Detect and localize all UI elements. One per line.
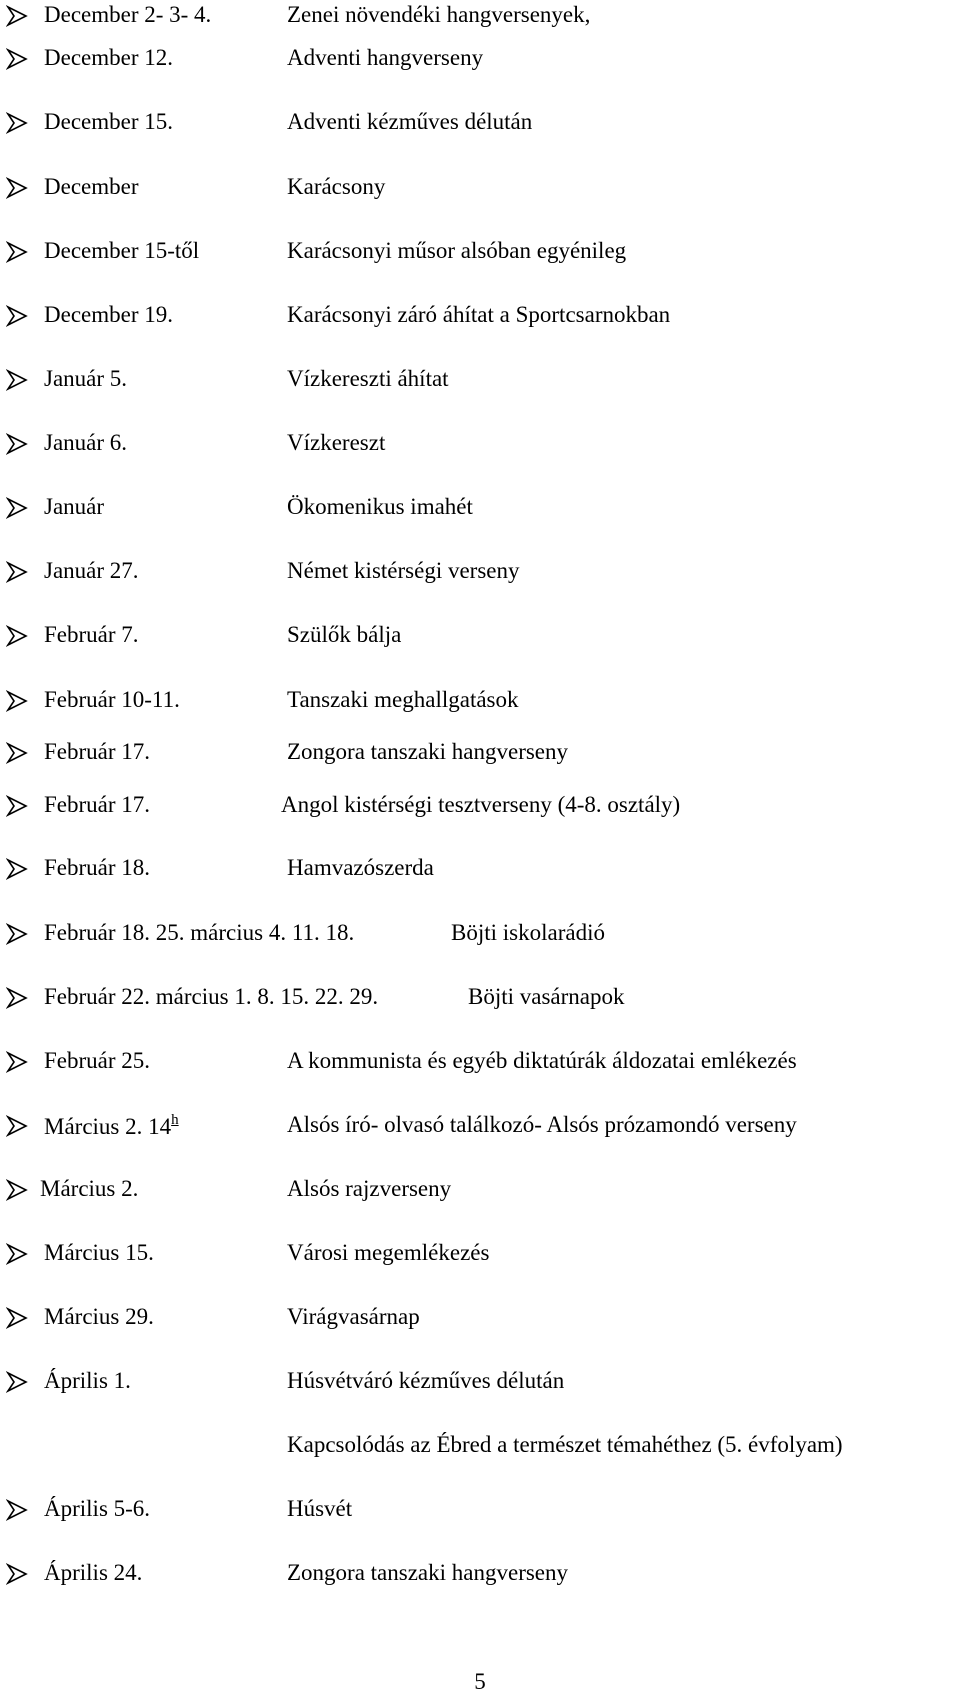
list-item — [0, 737, 960, 769]
list-item — [0, 1174, 960, 1206]
arrowhead-bullet-icon — [6, 923, 28, 945]
entry-event: Vízkereszt — [287, 430, 386, 455]
list-item — [0, 107, 960, 139]
entry-event: Húsvétváró kézműves délután — [287, 1368, 565, 1393]
entry-date-superscript: h — [171, 1112, 179, 1128]
arrowhead-bullet-icon — [6, 1307, 28, 1329]
entry-date — [44, 1113, 179, 1138]
arrowhead-bullet-icon — [6, 858, 28, 880]
entry-event: Zenei növendéki hangversenyek, — [287, 2, 591, 27]
entry-event: Hamvazószerda — [287, 855, 434, 880]
entry-event: Angol kistérségi tesztverseny (4-8. osztály) — [281, 792, 681, 817]
entry-date: Január 6. — [44, 430, 128, 455]
list-item — [0, 1110, 960, 1142]
entry-event: Virágvasárnap — [287, 1304, 420, 1329]
arrowhead-bullet-icon — [6, 561, 28, 583]
entry-date: Április 1. — [44, 1368, 131, 1393]
list-item — [0, 556, 960, 588]
entry-event: Karácsony — [287, 174, 386, 199]
list-item — [0, 1366, 960, 1398]
entry-date: Február 18. — [44, 855, 151, 880]
entry-event: Húsvét — [287, 1496, 353, 1521]
arrowhead-bullet-icon — [6, 1563, 28, 1585]
arrowhead-bullet-icon — [6, 795, 28, 817]
list-item — [0, 853, 960, 885]
entry-event: Böjti iskolarádió — [451, 920, 605, 945]
entry-date: December 2- 3- 4. — [44, 2, 212, 27]
entry-date: Február 18. 25. március 4. 11. 18. — [44, 920, 355, 945]
entry-date: Február 17. — [44, 792, 151, 817]
arrowhead-bullet-icon — [6, 625, 28, 647]
list-item — [0, 364, 960, 396]
entry-event: Ökomenikus imahét — [287, 494, 473, 519]
entry-date: Január — [44, 494, 105, 519]
entry-date: Február 17. — [44, 739, 151, 764]
list-item — [0, 428, 960, 460]
list-item — [0, 918, 960, 950]
entry-date: Február 10-11. — [44, 687, 180, 712]
list-item — [0, 790, 960, 822]
entry-event: Adventi kézműves délután — [287, 109, 533, 134]
arrowhead-bullet-icon — [6, 369, 28, 391]
arrowhead-bullet-icon — [6, 112, 28, 134]
entry-date: December 15. — [44, 109, 173, 134]
arrowhead-bullet-icon — [6, 305, 28, 327]
entry-event: Böjti vasárnapok — [468, 984, 625, 1009]
list-item — [0, 43, 960, 75]
arrowhead-bullet-icon — [6, 1115, 28, 1137]
entry-event: Kapcsolódás az Ébred a természet témahéthez (5. évfolyam) — [287, 1432, 843, 1457]
entry-date: Január 27. — [44, 558, 139, 583]
entry-event: Szülők bálja — [287, 622, 402, 647]
entry-date: Január 5. — [44, 366, 128, 391]
entry-event: Karácsonyi műsor alsóban egyénileg — [287, 238, 627, 263]
entry-event: A kommunista és egyéb diktatúrák áldozatai emlékezés — [287, 1048, 797, 1073]
entry-date: December 19. — [44, 302, 173, 327]
list-item — [0, 0, 960, 32]
entry-date-text: Március 2. 14 — [44, 1114, 172, 1139]
list-item — [0, 620, 960, 652]
arrowhead-bullet-icon — [6, 1499, 28, 1521]
list-item — [0, 982, 960, 1014]
list-item — [0, 492, 960, 524]
arrowhead-bullet-icon — [6, 987, 28, 1009]
entry-date: Február 22. március 1. 8. 15. 22. 29. — [44, 984, 379, 1009]
list-item — [0, 685, 960, 717]
list-item — [0, 1494, 960, 1526]
entry-date: Március 2. — [40, 1176, 139, 1201]
entry-date: December 12. — [44, 45, 173, 70]
arrowhead-bullet-icon — [6, 742, 28, 764]
list-item — [0, 1046, 960, 1078]
arrowhead-bullet-icon — [6, 5, 28, 27]
list-item — [0, 1302, 960, 1334]
list-item — [0, 1558, 960, 1590]
arrowhead-bullet-icon — [6, 1371, 28, 1393]
list-item — [0, 1238, 960, 1270]
entry-event: Zongora tanszaki hangverseny — [287, 1560, 569, 1585]
entry-event: Vízkereszti áhítat — [287, 366, 449, 391]
entry-date: Március 29. — [44, 1304, 154, 1329]
list-item — [0, 1430, 960, 1462]
entry-event: Alsós rajzverseny — [287, 1176, 452, 1201]
entry-event: Német kistérségi verseny — [287, 558, 520, 583]
list-item — [0, 236, 960, 268]
arrowhead-bullet-icon — [6, 497, 28, 519]
entry-date: December — [44, 174, 139, 199]
entry-date: Április 5-6. — [44, 1496, 151, 1521]
page-number: 5 — [474, 1669, 486, 1694]
entry-date: Március 15. — [44, 1240, 154, 1265]
list-item — [0, 300, 960, 332]
list-item — [0, 172, 960, 204]
arrowhead-bullet-icon — [6, 241, 28, 263]
arrowhead-bullet-icon — [6, 433, 28, 455]
entry-event: Alsós író- olvasó találkozó- Alsós prózamondó verseny — [287, 1112, 797, 1137]
arrowhead-bullet-icon — [6, 48, 28, 70]
arrowhead-bullet-icon — [6, 690, 28, 712]
entry-event: Karácsonyi záró áhítat a Sportcsarnokban — [287, 302, 671, 327]
arrowhead-bullet-icon — [6, 1051, 28, 1073]
entry-date: December 15-től — [44, 238, 200, 263]
entry-date: Február 7. — [44, 622, 139, 647]
arrowhead-bullet-icon — [6, 1243, 28, 1265]
arrowhead-bullet-icon — [6, 177, 28, 199]
entry-date: Április 24. — [44, 1560, 143, 1585]
arrowhead-bullet-icon — [6, 1179, 28, 1201]
entry-event: Zongora tanszaki hangverseny — [287, 739, 569, 764]
entry-event: Tanszaki meghallgatások — [287, 687, 519, 712]
entry-date: Február 25. — [44, 1048, 151, 1073]
entry-event: Városi megemlékezés — [287, 1240, 490, 1265]
entry-event: Adventi hangverseny — [287, 45, 484, 70]
